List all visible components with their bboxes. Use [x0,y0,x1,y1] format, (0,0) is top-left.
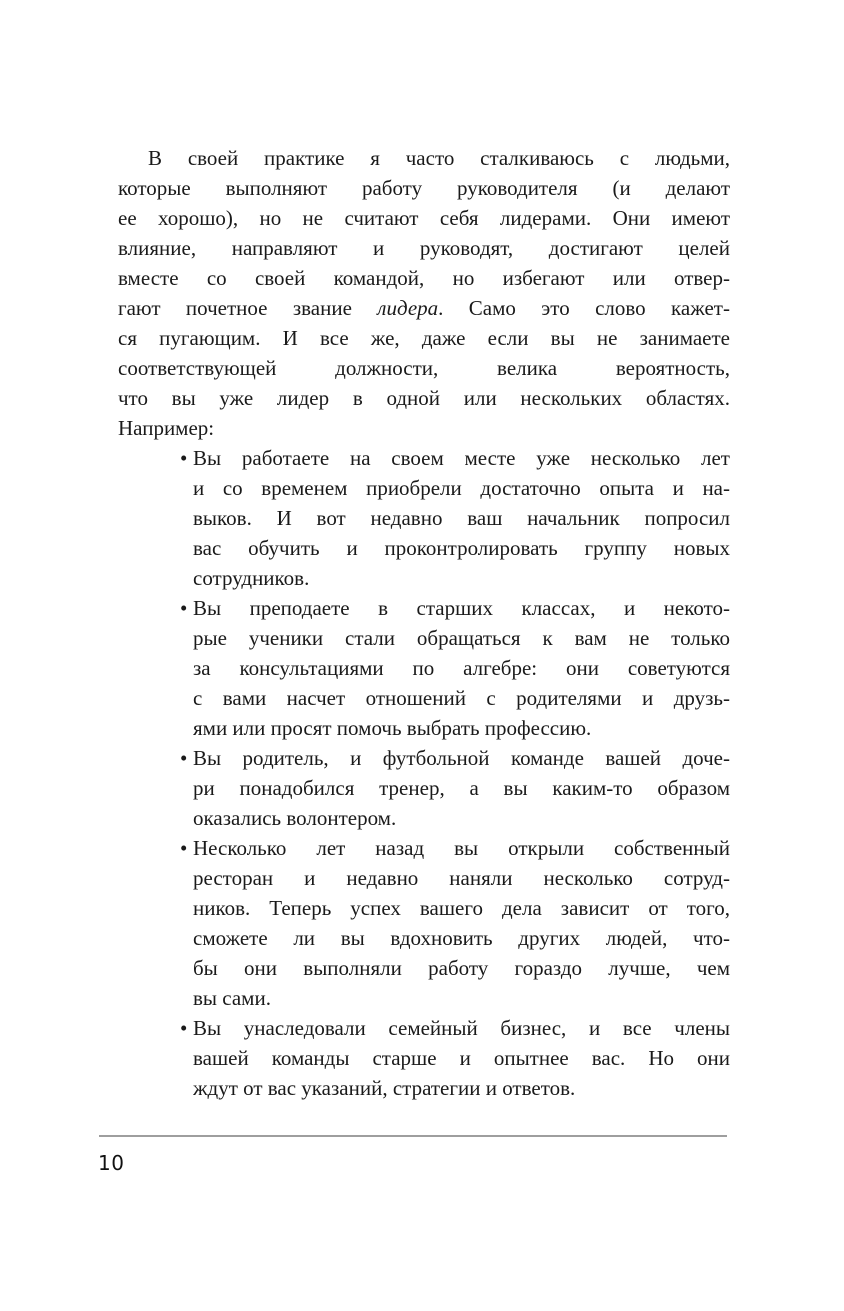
list-item [118,833,730,1013]
examples-bullet-list [118,443,730,1103]
text-line: ников. Теперь успех вашего дела зависит от того, [193,896,730,920]
text-line: оказались волонтером. [193,806,397,830]
text-line: и со временем приобрели достаточно опыта и на- [193,476,730,500]
text-line: Например: [118,416,215,440]
page-text-block [118,143,730,1103]
text-line: Вы работаете на своем месте уже несколько лет [193,446,730,470]
text-line: Вы преподаете в старших классах, и некото- [193,596,730,620]
list-item [118,443,730,593]
page-number: 10 [98,1151,125,1175]
text-line: ся пугающим. И все же, даже если вы не занимаете [118,326,730,350]
bullet-icon: • [180,1016,188,1040]
text-line: ее хорошо), но не считают себя лидерами. Они имеют [118,206,730,230]
text-line: Вы унаследовали семейный бизнес, и все члены [193,1016,730,1040]
text-line: которые выполняют работу руководителя (и делают [118,176,730,200]
text-line: ри понадобился тренер, а вы каким-то образом [193,776,730,800]
text-line: ресторан и недавно наняли несколько сотруд- [193,866,730,890]
footer-rule [99,1135,727,1137]
text-line: вы сами. [193,986,271,1010]
list-item [118,743,730,833]
intro-paragraph [118,143,730,443]
text-line: вместе со своей командой, но избегают или отвер- [118,266,730,290]
text-line: выков. И вот недавно ваш начальник попросил [193,506,730,530]
text-line: бы они выполняли работу гораздо лучше, чем [193,956,730,980]
text-line: за консультациями по алгебре: они советуются [193,656,730,680]
bullet-icon: • [180,836,188,860]
text-line: вас обучить и проконтролировать группу новых [193,536,730,560]
text-line: В своей практике я часто сталкиваюсь с людьми, [148,146,730,170]
text-line: рые ученики стали обращаться к вам не только [193,626,730,650]
text-line [118,293,730,323]
text-line: Вы родитель, и футбольной команде вашей доче- [193,746,730,770]
text-line: вашей команды старше и опытнее вас. Но они [193,1046,730,1070]
list-item [118,1013,730,1103]
text-line: с вами насчет отношений с родителями и друзь- [193,686,730,710]
text-line: ями или просят помочь выбрать профессию. [193,716,592,740]
list-item [118,593,730,743]
bullet-icon: • [180,596,188,620]
text-line: влияние, направляют и руководят, достигают целей [118,236,730,260]
bullet-icon: • [180,446,188,470]
text-line: сможете ли вы вдохновить других людей, что- [193,926,730,950]
bullet-icon: • [180,746,188,770]
italic-word: лидера [377,296,439,320]
text-line: Несколько лет назад вы открыли собственный [193,836,730,860]
text-line: ждут от вас указаний, стратегии и ответов. [193,1076,576,1100]
text-line: соответствующей должности, велика вероятность, [118,356,730,380]
text-line: сотрудников. [193,566,310,590]
text-segment: . Само это слово кажет- [438,296,730,320]
text-line: что вы уже лидер в одной или нескольких областях. [118,386,730,410]
text-segment: гают почетное звание [118,296,378,320]
